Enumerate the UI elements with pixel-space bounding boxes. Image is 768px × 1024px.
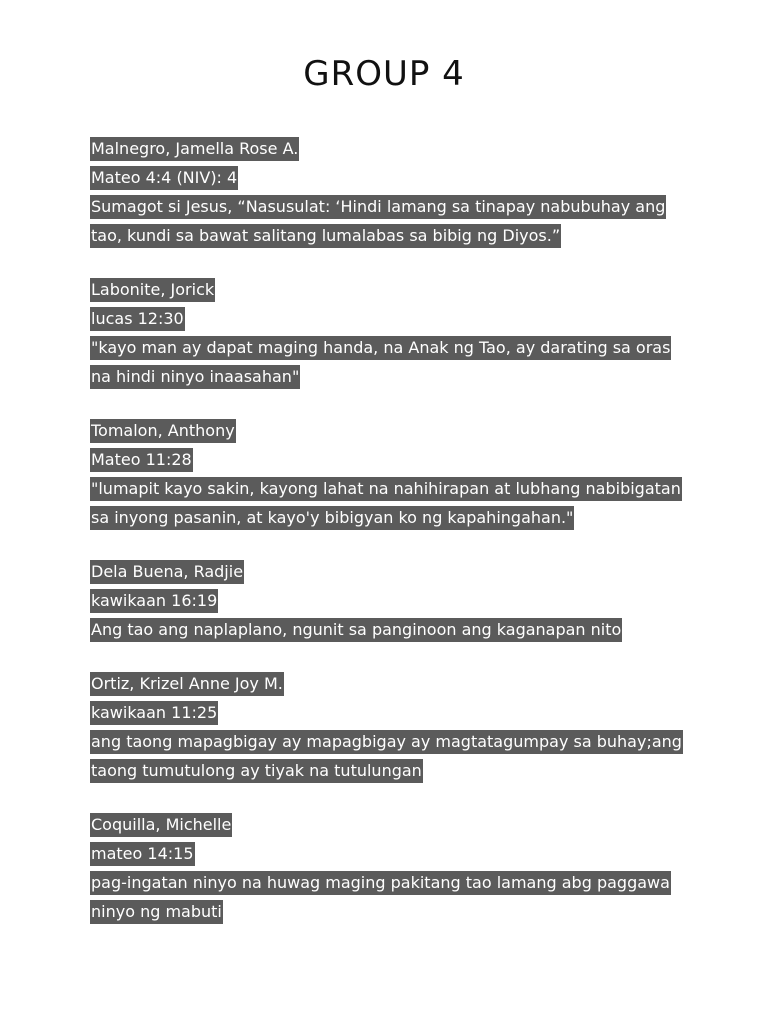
entry-dela-buena — [90, 557, 690, 644]
entry-verse-line: pag-ingatan ninyo na huwag maging pakitang tao lamang abg paggawa — [90, 871, 671, 895]
entry-reference: mateo 14:15 — [90, 842, 195, 866]
entry-coquilla — [90, 810, 690, 926]
entry-name: Ortiz, Krizel Anne Joy M. — [90, 672, 284, 696]
entry-labonite — [90, 275, 690, 391]
entry-name: Malnegro, Jamella Rose A. — [90, 137, 299, 161]
entry-verse-line: Ang tao ang naplaplano, ngunit sa panginoon ang kaganapan nito — [90, 618, 622, 642]
entry-verse-line: taong tumutulong ay tiyak na tutulungan — [90, 759, 423, 783]
entry-verse-line: na hindi ninyo inaasahan" — [90, 365, 300, 389]
entry-verse-line: ang taong mapagbigay ay mapagbigay ay magtatagumpay sa buhay;ang — [90, 730, 683, 754]
entry-verse-line: "kayo man ay dapat maging handa, na Anak ng Tao, ay darating sa oras — [90, 336, 671, 360]
entry-name: Coquilla, Michelle — [90, 813, 232, 837]
entry-verse-line: sa inyong pasanin, at kayo'y bibigyan ko ng kapahingahan." — [90, 506, 574, 530]
entry-verse-line: ninyo ng mabuti — [90, 900, 223, 924]
entry-reference: kawikaan 16:19 — [90, 589, 218, 613]
entry-verse-line: "lumapit kayo sakin, kayong lahat na nahihirapan at lubhang nabibigatan — [90, 477, 682, 501]
entry-name: Tomalon, Anthony — [90, 419, 236, 443]
entry-reference: Mateo 4:4 (NIV): 4 — [90, 166, 238, 190]
entry-reference: lucas 12:30 — [90, 307, 185, 331]
entry-verse-line: tao, kundi sa bawat salitang lumalabas sa bibig ng Diyos.” — [90, 224, 561, 248]
entry-ortiz — [90, 669, 690, 785]
entry-list — [90, 134, 690, 951]
entry-tomalon — [90, 416, 690, 532]
entry-name: Dela Buena, Radjie — [90, 560, 244, 584]
entry-reference: Mateo 11:28 — [90, 448, 193, 472]
entry-reference: kawikaan 11:25 — [90, 701, 218, 725]
entry-name: Labonite, Jorick — [90, 278, 215, 302]
entry-verse-line: Sumagot si Jesus, “Nasusulat: ‘Hindi lamang sa tinapay nabubuhay ang — [90, 195, 666, 219]
page-title: GROUP 4 — [303, 54, 465, 94]
entry-malnegro — [90, 134, 690, 250]
